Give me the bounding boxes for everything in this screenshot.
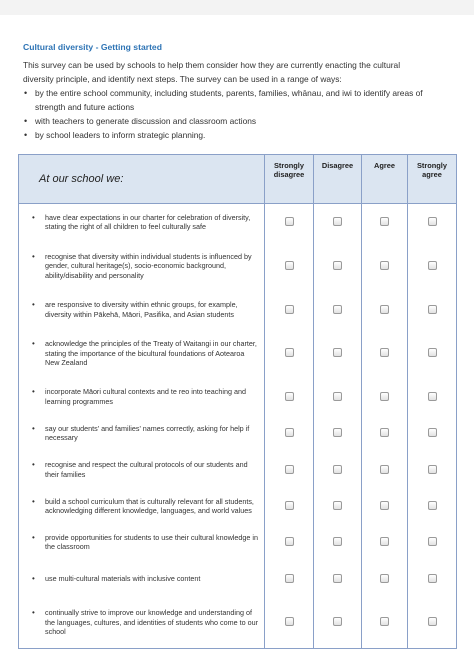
statement-cell [19, 524, 265, 560]
statement-cell [19, 292, 265, 328]
checkbox-disagree[interactable] [333, 617, 342, 626]
survey-row [19, 524, 457, 560]
survey-row [19, 292, 457, 328]
statement-cell [19, 451, 265, 487]
checkbox-agree[interactable] [380, 261, 389, 270]
checkbox-agree[interactable] [380, 465, 389, 474]
response-cell-agree [362, 560, 408, 596]
response-cell-strongly-agree [408, 204, 457, 241]
checkbox-strongly-agree[interactable] [428, 537, 437, 546]
usage-bullet: • with teachers to generate discussion and classroom actions [23, 114, 453, 128]
response-cell-strongly-agree [408, 488, 457, 524]
option-header-agree: Agree [362, 155, 408, 204]
checkbox-strongly-agree[interactable] [428, 428, 437, 437]
checkbox-strongly-agree[interactable] [428, 392, 437, 401]
response-cell-strongly-disagree [265, 451, 314, 487]
survey-row [19, 328, 457, 379]
response-cell-strongly-agree [408, 597, 457, 649]
response-cell-strongly-agree [408, 415, 457, 451]
statement-text: • are responsive to diversity within ethnic groups, for example, diversity within Pākehā, Māori, Pasifika, and Asian students [19, 300, 258, 319]
checkbox-strongly-disagree[interactable] [285, 348, 294, 357]
response-cell-agree [362, 415, 408, 451]
response-cell-disagree [314, 241, 362, 292]
checkbox-strongly-agree[interactable] [428, 617, 437, 626]
response-cell-strongly-agree [408, 328, 457, 379]
survey-header-title: At our school we: [19, 155, 265, 204]
checkbox-strongly-agree[interactable] [428, 261, 437, 270]
survey-row [19, 204, 457, 241]
response-cell-disagree [314, 415, 362, 451]
usage-bullet: • by school leaders to inform strategic planning. [23, 128, 453, 142]
response-cell-strongly-agree [408, 241, 457, 292]
survey-row [19, 451, 457, 487]
response-cell-disagree [314, 292, 362, 328]
checkbox-strongly-disagree[interactable] [285, 305, 294, 314]
checkbox-disagree[interactable] [333, 392, 342, 401]
checkbox-disagree[interactable] [333, 348, 342, 357]
checkbox-strongly-disagree[interactable] [285, 261, 294, 270]
checkbox-strongly-disagree[interactable] [285, 617, 294, 626]
checkbox-disagree[interactable] [333, 217, 342, 226]
checkbox-strongly-agree[interactable] [428, 305, 437, 314]
intro-line-2: diversity principle, and identify next steps. The survey can be used in a range of ways: [23, 74, 342, 84]
checkbox-disagree[interactable] [333, 501, 342, 510]
checkbox-agree[interactable] [380, 501, 389, 510]
checkbox-strongly-agree[interactable] [428, 217, 437, 226]
checkbox-strongly-disagree[interactable] [285, 392, 294, 401]
survey-row [19, 597, 457, 649]
response-cell-strongly-disagree [265, 241, 314, 292]
statement-text: • have clear expectations in our charter for celebration of diversity, stating the right of all children to feel culturally safe [19, 213, 258, 232]
survey-header-row [19, 155, 457, 204]
response-cell-agree [362, 292, 408, 328]
usage-bullet-list [23, 86, 453, 142]
response-cell-strongly-agree [408, 524, 457, 560]
response-cell-strongly-disagree [265, 524, 314, 560]
checkbox-agree[interactable] [380, 428, 389, 437]
response-cell-agree [362, 597, 408, 649]
response-cell-strongly-disagree [265, 204, 314, 241]
checkbox-strongly-agree[interactable] [428, 348, 437, 357]
checkbox-agree[interactable] [380, 617, 389, 626]
statement-text: • recognise that diversity within individual students is influenced by gender, cultural heritage(s), socio-economic background, ability/disability and personality [19, 252, 258, 280]
checkbox-disagree[interactable] [333, 465, 342, 474]
response-cell-agree [362, 379, 408, 415]
survey-row [19, 488, 457, 524]
survey-row [19, 560, 457, 596]
checkbox-agree[interactable] [380, 305, 389, 314]
statement-text: • build a school curriculum that is culturally relevant for all students, acknowledging different knowledge, languages, and world values [19, 497, 258, 516]
checkbox-disagree[interactable] [333, 305, 342, 314]
statement-cell [19, 204, 265, 241]
checkbox-strongly-agree[interactable] [428, 574, 437, 583]
statement-text: • provide opportunities for students to use their cultural knowledge in the classroom [19, 533, 258, 552]
checkbox-strongly-disagree[interactable] [285, 465, 294, 474]
checkbox-disagree[interactable] [333, 537, 342, 546]
response-cell-strongly-disagree [265, 292, 314, 328]
statement-text: • continually strive to improve our knowledge and understanding of the languages, cultures, and identities of students who come to our school [19, 608, 258, 636]
statement-text: • recognise and respect the cultural protocols of our students and their families [19, 460, 258, 479]
statement-cell [19, 488, 265, 524]
usage-bullet: • by the entire school community, including students, parents, families, whānau, and iwi to identify areas of strength and future actions [23, 86, 453, 114]
survey-row [19, 415, 457, 451]
response-cell-strongly-agree [408, 560, 457, 596]
response-cell-strongly-disagree [265, 488, 314, 524]
response-cell-disagree [314, 560, 362, 596]
intro-line-1: This survey can be used by schools to help them consider how they are currently enacting the cultural [23, 60, 401, 70]
statement-text: • acknowledge the principles of the Treaty of Waitangi in our charter, stating the importance of the bicultural foundations of Aotearoa New Zealand [19, 339, 258, 367]
response-cell-strongly-disagree [265, 597, 314, 649]
response-cell-agree [362, 328, 408, 379]
statement-cell [19, 328, 265, 379]
response-cell-disagree [314, 524, 362, 560]
checkbox-disagree[interactable] [333, 261, 342, 270]
statement-cell [19, 379, 265, 415]
response-cell-disagree [314, 488, 362, 524]
response-cell-disagree [314, 379, 362, 415]
statement-cell [19, 415, 265, 451]
response-cell-disagree [314, 451, 362, 487]
survey-table [18, 154, 457, 649]
checkbox-agree[interactable] [380, 348, 389, 357]
response-cell-strongly-disagree [265, 328, 314, 379]
checkbox-strongly-agree[interactable] [428, 501, 437, 510]
statement-text: • use multi-cultural materials with inclusive content [19, 574, 258, 583]
response-cell-disagree [314, 328, 362, 379]
response-cell-agree [362, 524, 408, 560]
option-header-strongly-agree: Strongly agree [408, 155, 457, 204]
response-cell-strongly-disagree [265, 560, 314, 596]
statement-text: • incorporate Māori cultural contexts and te reo into teaching and learning programmes [19, 387, 258, 406]
response-cell-strongly-agree [408, 292, 457, 328]
response-cell-agree [362, 488, 408, 524]
checkbox-agree[interactable] [380, 537, 389, 546]
option-header-strongly-disagree: Strongly disagree [265, 155, 314, 204]
checkbox-strongly-disagree[interactable] [285, 501, 294, 510]
intro-heading: Cultural diversity - Getting started [23, 42, 162, 52]
response-cell-agree [362, 451, 408, 487]
survey-row [19, 379, 457, 415]
checkbox-agree[interactable] [380, 392, 389, 401]
statement-text: • say our students’ and families’ names correctly, asking for help if necessary [19, 424, 258, 443]
checkbox-strongly-disagree[interactable] [285, 537, 294, 546]
response-cell-disagree [314, 204, 362, 241]
response-cell-strongly-agree [408, 379, 457, 415]
checkbox-strongly-disagree[interactable] [285, 428, 294, 437]
intro-section [23, 42, 453, 142]
checkbox-strongly-disagree[interactable] [285, 217, 294, 226]
checkbox-agree[interactable] [380, 574, 389, 583]
survey-row [19, 241, 457, 292]
response-cell-agree [362, 241, 408, 292]
checkbox-strongly-agree[interactable] [428, 465, 437, 474]
checkbox-disagree[interactable] [333, 428, 342, 437]
response-cell-strongly-agree [408, 451, 457, 487]
statement-cell [19, 241, 265, 292]
response-cell-strongly-disagree [265, 415, 314, 451]
statement-cell [19, 597, 265, 649]
response-cell-agree [362, 204, 408, 241]
checkbox-disagree[interactable] [333, 574, 342, 583]
response-cell-disagree [314, 597, 362, 649]
checkbox-strongly-disagree[interactable] [285, 574, 294, 583]
statement-cell [19, 560, 265, 596]
option-header-disagree: Disagree [314, 155, 362, 204]
response-cell-strongly-disagree [265, 379, 314, 415]
checkbox-agree[interactable] [380, 217, 389, 226]
